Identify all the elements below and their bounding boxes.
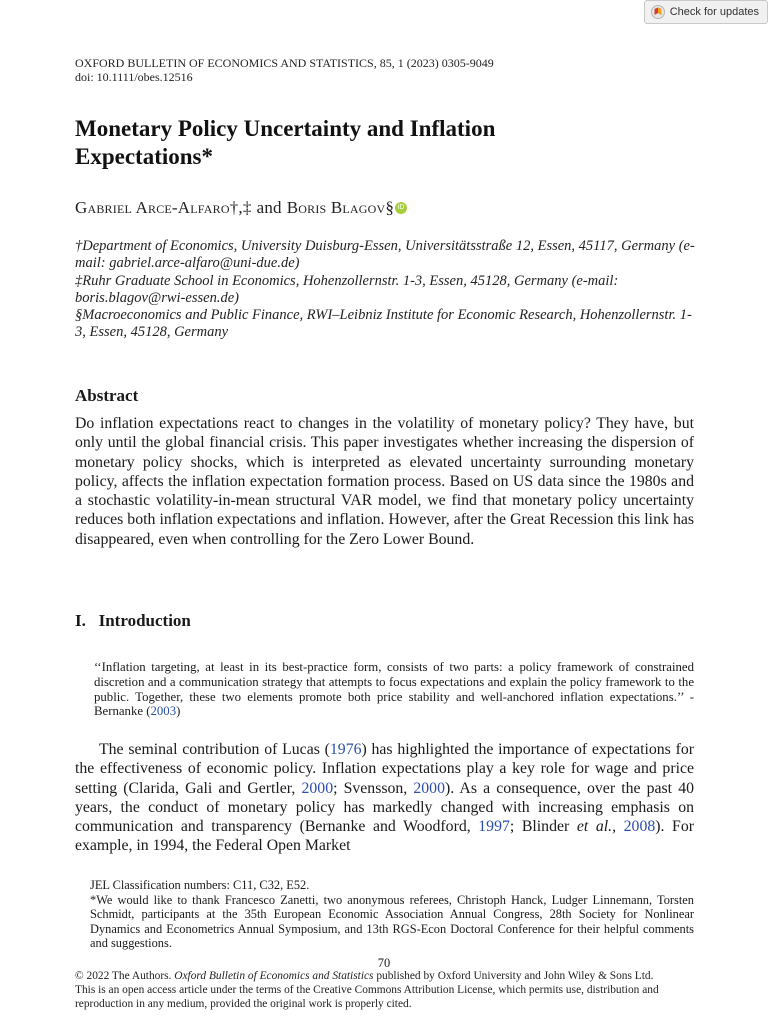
copyright-notice <box>75 969 694 1011</box>
journal-doi: doi: 10.1111/obes.12516 <box>75 70 193 84</box>
journal-citation: OXFORD BULLETIN OF ECONOMICS AND STATISTICS, 85, 1 (2023) 0305-9049 <box>75 56 494 70</box>
para-segment: The seminal contribution of Lucas ( <box>99 741 330 758</box>
affiliation-3: §Macroeconomics and Public Finance, RWI–Leibniz Institute for Economic Research, Hohenzollernstr. 1-3, Essen, 45128, Germany <box>75 307 692 341</box>
author-line <box>75 198 407 218</box>
intro-paragraph <box>75 740 694 856</box>
copyright-pre: © 2022 The Authors. <box>75 970 175 982</box>
crossmark-icon <box>651 5 665 19</box>
affiliations <box>75 238 695 342</box>
para-segment: ) has highlighted the importance of expectations for the effectiveness of economic policy. Inflation expectations play a key role for wage and price setting (Clarida, Gali and Gertler, <box>75 741 695 797</box>
citation-link-blinder-2008[interactable]: 2008 <box>623 818 656 836</box>
copyright-line <box>75 969 694 983</box>
abstract-text: Do inflation expectations react to changes in the volatility of monetary policy? They have, but only until the global financial crisis. This paper investigates whether increasing the dispersion of monetary policy shocks, which is interpreted as elevated uncertainty surrounding monetary policy, affects the inflation expectation formation process. Based on US data since the 1980s and a stochastic volatility-in-mean structural VAR model, we find that monetary policy uncertainty reduces both inflation expectations and inflation. However, after the Great Recession this link has disappeared, even when controlling for the Zero Lower Bound. <box>75 415 694 548</box>
journal-header <box>75 56 494 84</box>
abstract-heading: Abstract <box>75 386 139 405</box>
epigraph-quote <box>94 660 694 719</box>
introduction-heading: I. Introduction <box>75 611 191 630</box>
para-segment: ; Blinder <box>509 818 577 836</box>
jel-classification: JEL Classification numbers: C11, C32, E52. <box>90 878 310 892</box>
author-conjunction: and <box>256 198 282 217</box>
citation-link-svensson-2000[interactable]: 2000 <box>413 779 445 797</box>
para-segment: ; Svensson, <box>333 779 414 797</box>
para-segment: ). For example, in 1994, the Federal Open Market <box>75 818 694 855</box>
page-number: 70 <box>377 956 391 970</box>
affiliation-2: ‡Ruhr Graduate School in Economics, Hohenzollernstr. 1-3, Essen, 45128, Germany (e-mail: boris.blagov@rwi-essen.de) <box>75 272 619 306</box>
copyright-journal: Oxford Bulletin of Economics and Statistics <box>174 970 374 982</box>
citation-link-clarida-2000[interactable]: 2000 <box>301 779 334 797</box>
et-al: et al., <box>576 818 617 836</box>
check-for-updates-button[interactable] <box>644 0 768 24</box>
author-2: Boris Blagov§ <box>286 198 395 217</box>
affiliation-1: †Department of Economics, University Duisburg-Essen, Universitätsstraße 12, Essen, 45117, Germany (e-mail: gabriel.arce-alfaro@uni-due.de) <box>75 238 695 272</box>
quote-text: ‘‘Inflation targeting, at least in its best-practice form, consists of two parts: a policy framework of constrained discretion and a communication strategy that attempts to focus expectations and explain the policy framework to the public. Together, these two elements promote both price stability and well-anchored inflation expectations.’’ - Bernanke ( <box>94 660 694 719</box>
citation-link-bernanke-woodford-1997[interactable]: 1997 <box>478 818 510 836</box>
license-text: This is an open access article under the terms of the Creative Commons Attribution License, which permits use, distribution and reproduction in any medium, provided the original work is properly cited. <box>75 984 659 1010</box>
author-1: Gabriel Arce-Alfaro†,‡ <box>75 198 252 217</box>
copyright-post: published by Oxford University and John Wiley & Sons Ltd. <box>373 970 654 982</box>
acknowledgements: *We would like to thank Francesco Zanetti, two anonymous referees, Christoph Hanck, Ludger Linnemann, Torsten Schmidt, participants at the 35th European Economic Association Annual Congress, 28th Society for Nonlinear Dynamics and Econometrics Annual Symposium, and 13th RGS-Econ Doctoral Conference for their helpful comments and suggestions. <box>90 892 694 951</box>
orcid-icon[interactable]: iD <box>395 202 407 214</box>
citation-link-lucas-1976[interactable]: 1976 <box>329 741 362 758</box>
citation-link-bernanke-2003[interactable]: 2003 <box>150 704 177 719</box>
quote-end: ) <box>176 704 181 719</box>
paper-title: Monetary Policy Uncertainty and Inflation Expectations* <box>75 116 496 169</box>
footnotes <box>90 878 694 951</box>
check-for-updates-label: Check for updates <box>669 6 759 18</box>
para-segment: ). As a consequence, over the past 40 years, the conduct of monetary policy has markedly changed with increasing emphasis on communication and transparency (Bernanke and Woodford, <box>75 779 694 836</box>
